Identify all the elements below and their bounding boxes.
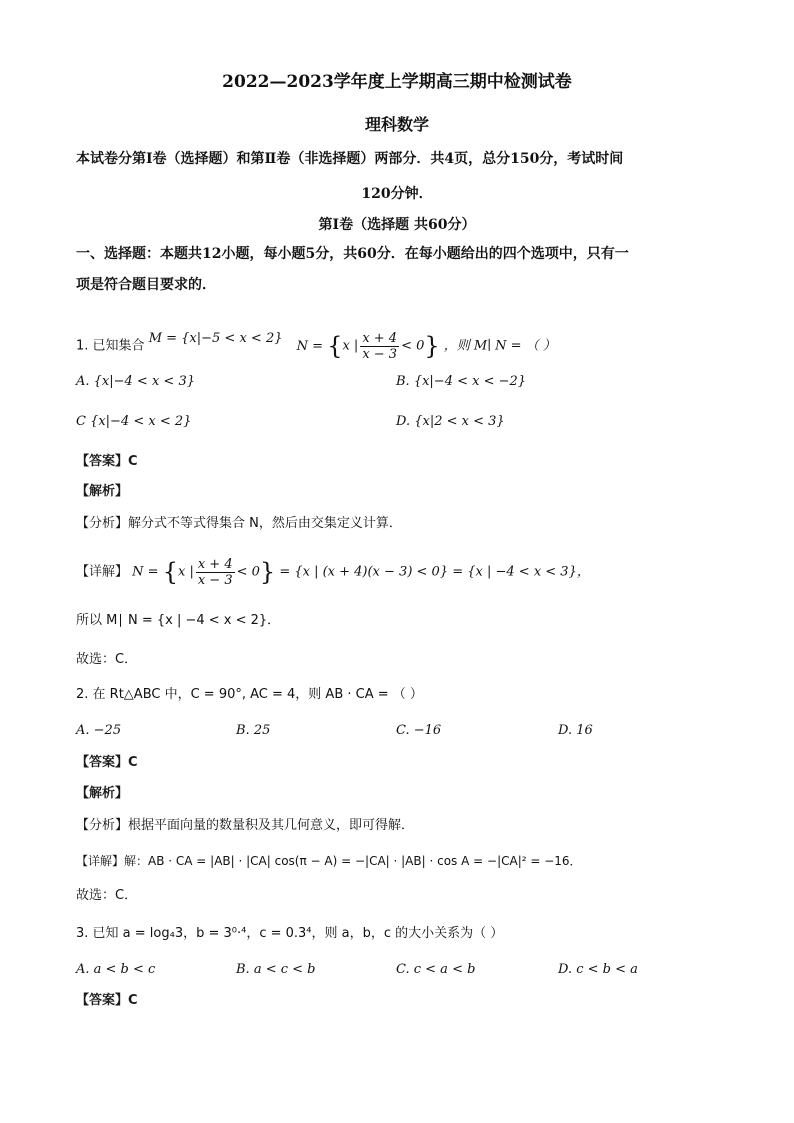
q1-xiangjie-numerator: x + 4 [197, 556, 233, 572]
q2-analysis-label: 【解析】 [76, 786, 129, 801]
q3-option-b: B. a < c < b [236, 962, 316, 977]
question-2-stem: 2. 在 Rt△ABC 中，C = 90°, AC = 4，则 AB · CA = （ ） [76, 687, 423, 702]
q2-guxuan: 故选：C． [76, 888, 138, 903]
q1-xiangjie-fraction [196, 557, 235, 588]
q2-option-b: B. 25 [236, 723, 271, 738]
q1-option-b: B. {x|−4 < x < −2} [396, 374, 527, 389]
q1-fenxi: 【分析】解分式不等式得集合 N，然后由交集定义计算． [76, 516, 402, 531]
q1-prefix: 1. 已知集合 [76, 338, 145, 354]
q1-xiangjie-prefix: 【详解】 [76, 564, 129, 580]
q2-fenxi: 【分析】根据平面向量的数量积及其几何意义，即可得解． [76, 818, 415, 833]
intro-line-2: 120分钟． [361, 186, 433, 202]
q2-answer: 【答案】C [76, 755, 138, 770]
part1-title: 第Ⅰ卷（选择题 共60分） [318, 217, 476, 233]
question-1-stem [76, 326, 556, 367]
q1-set-N-lhs: N = [296, 338, 328, 354]
q2-option-d: D. 16 [558, 723, 593, 738]
q1-set-N-pre: x | [342, 338, 359, 354]
q1-suoyi: 所以 M∣ N = {x | −4 < x < 2}． [76, 613, 281, 628]
exam-title: 2022—2023学年度上学期高三期中检测试卷 [222, 72, 572, 92]
q2-option-c: C. −16 [396, 723, 442, 738]
q1-xiangjie-denominator: x − 3 [197, 572, 233, 588]
q1-xiangjie-pre: x | [177, 564, 194, 580]
intro-line-1: 本试卷分第Ⅰ卷（选择题）和第Ⅱ卷（非选择题）两部分．共4页，总分150分，考试时间 [76, 151, 624, 167]
q1-set-N-post: < 0 [401, 338, 425, 354]
q1-fraction [360, 331, 399, 362]
q2-option-a: A. −25 [76, 723, 122, 738]
q1-option-d: D. {x|2 < x < 3} [396, 414, 505, 429]
subject-title: 理科数学 [364, 115, 429, 134]
q1-analysis-label: 【解析】 [76, 484, 129, 499]
left-brace-icon: { [327, 332, 343, 360]
q1-answer: 【答案】C [76, 454, 138, 469]
q3-answer: 【答案】C [76, 993, 138, 1008]
q1-xiangjie-lhs: N = [132, 564, 163, 580]
q1-set-M: M = {x|−5 < x < 2} [148, 330, 283, 346]
q1-guxuan: 故选：C． [76, 652, 138, 667]
q1-option-c: C {x|−4 < x < 2} [76, 414, 192, 429]
q2-xiangjie: 【详解】解：AB · CA = |AB| · |CA| cos(π − A) = −|CA| · |AB| · cos A = −|CA|² = −16． [76, 854, 582, 868]
q1-xiangjie-rest: = {x | (x + 4)(x − 3) < 0} = {x | −4 < x < 3}， [279, 564, 590, 580]
left-brace-icon: { [162, 558, 178, 586]
q1-xiangjie [76, 552, 590, 593]
q1-xiangjie-post: < 0 [236, 564, 260, 580]
q1-fraction-numerator: x + 4 [362, 330, 398, 346]
right-brace-icon: } [424, 332, 440, 360]
q3-option-d: D. c < b < a [558, 962, 638, 977]
q3-option-c: C. c < a < b [396, 962, 476, 977]
section-line-1: 一、选择题：本题共12小题，每小题5分，共60分．在每小题给出的四个选项中，只有一 [76, 246, 629, 262]
q1-fraction-denominator: x − 3 [362, 346, 398, 362]
q3-option-a: A. a < b < c [76, 962, 156, 977]
right-brace-icon: } [259, 558, 276, 586]
section-line-2: 项是符合题目要求的． [76, 277, 216, 293]
q1-option-a: A. {x|−4 < x < 3} [76, 374, 195, 389]
question-3-stem: 3. 已知 a = log₄3，b = 3⁰·⁴，c = 0.3⁴，则 a，b，c 的大小关系为（ ） [76, 926, 504, 941]
q1-suffix: ，则 M∣ N = （ ） [443, 338, 556, 354]
